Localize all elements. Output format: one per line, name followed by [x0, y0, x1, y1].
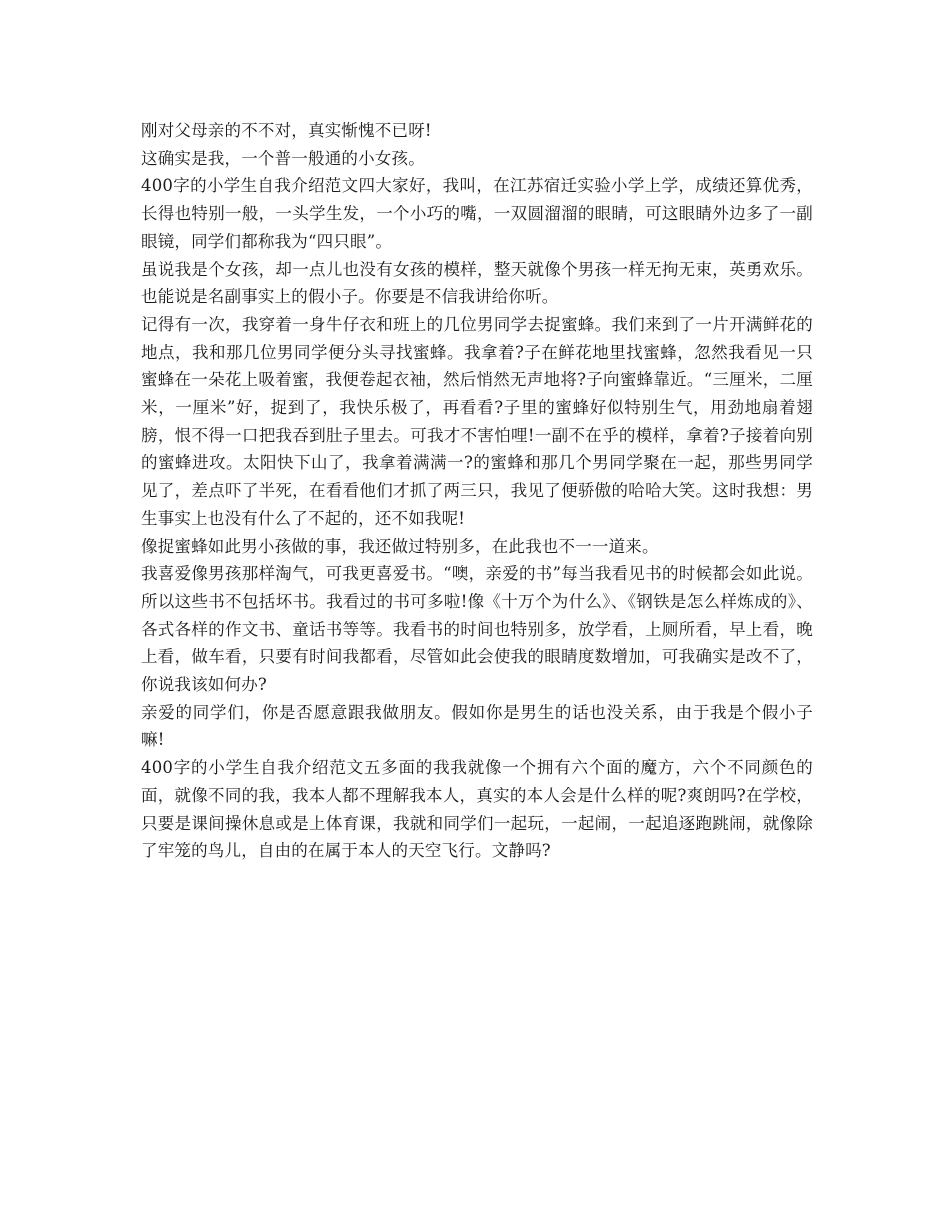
paragraph-1: 刚对父母亲的不不对，真实惭愧不已呀!	[141, 121, 432, 140]
paragraph-7: 我喜爱像男孩那样淘气，可我更喜爱书。“噢，亲爱的书”每当我看见书的时候都会如此说。所以这些书不包括坏书。我看过的书可多啦!像《十万个为什么》、《钢铁是怎么样炼成的》、各式各样的作文书、童话书等等。我看书的时间也特别多，放学看，上厕所看，早上看，晚上看，做车看，只要有时间我都看，尽管如此会使我的眼睛度数增加，可我确实是改不了，你说我该如何办?	[141, 564, 813, 695]
paragraph-3: 400字的小学生自我介绍范文四大家好，我叫，在江苏宿迁实验小学上学，成绩还算优秀，长得也特别一般，一头学生发，一个小巧的嘴，一双圆溜溜的眼睛，可这眼睛外边多了一副眼镜，同学们都称我为“四只眼”。	[141, 176, 813, 251]
paragraph-9: 400字的小学生自我介绍范文五多面的我我就像一个拥有六个面的魔方，六个不同颜色的面，就像不同的我，我本人都不理解我本人，真实的本人会是什么样的呢?爽朗吗?在学校，只要是课间操休息或是上体育课，我就和同学们一起玩，一起闹，一起追逐跑跳闹，就像除了牢笼的鸟儿，自由的在属于本人的天空飞行。文静吗?	[141, 758, 813, 861]
paragraph-5: 记得有一次，我穿着一身牛仔衣和班上的几位男同学去捉蜜蜂。我们来到了一片开满鲜花的地点，我和那几位男同学便分头寻找蜜蜂。我拿着?子在鲜花地里找蜜蜂，忽然我看见一只蜜蜂在一朵花上吸着蜜，我便卷起衣袖，然后悄然无声地将?子向蜜蜂靠近。“三厘米，二厘米，一厘米”好，捉到了，我快乐极了，再看看?子里的蜜蜂好似特别生气，用劲地扇着翅膀，恨不得一口把我吞到肚子里去。可我才不害怕哩!一副不在乎的模样，拿着?子接着向别的蜜蜂进攻。太阳快下山了，我拿着满满一?的蜜蜂和那几个男同学聚在一起，那些男同学见了，差点吓了半死，在看看他们才抓了两三只，我见了便骄傲的哈哈大笑。这时我想：男生事实上也没有什么了不起的，还不如我呢!	[141, 314, 813, 528]
paragraph-4: 虽说我是个女孩，却一点儿也没有女孩的模样，整天就像个男孩一样无拘无束，英勇欢乐。也能说是名副事实上的假小子。你要是不信我讲给你听。	[141, 259, 813, 307]
document-body	[141, 117, 813, 865]
paragraph-2: 这确实是我，一个普一般通的小女孩。	[141, 148, 425, 168]
paragraph-8: 亲爱的同学们，你是否愿意跟我做朋友。假如你是男生的话也没关系，由于我是个假小子嘛!	[141, 702, 813, 750]
paragraph-6: 像捉蜜蜂如此男小孩做的事，我还做过特别多，在此我也不一一道来。	[141, 536, 659, 556]
